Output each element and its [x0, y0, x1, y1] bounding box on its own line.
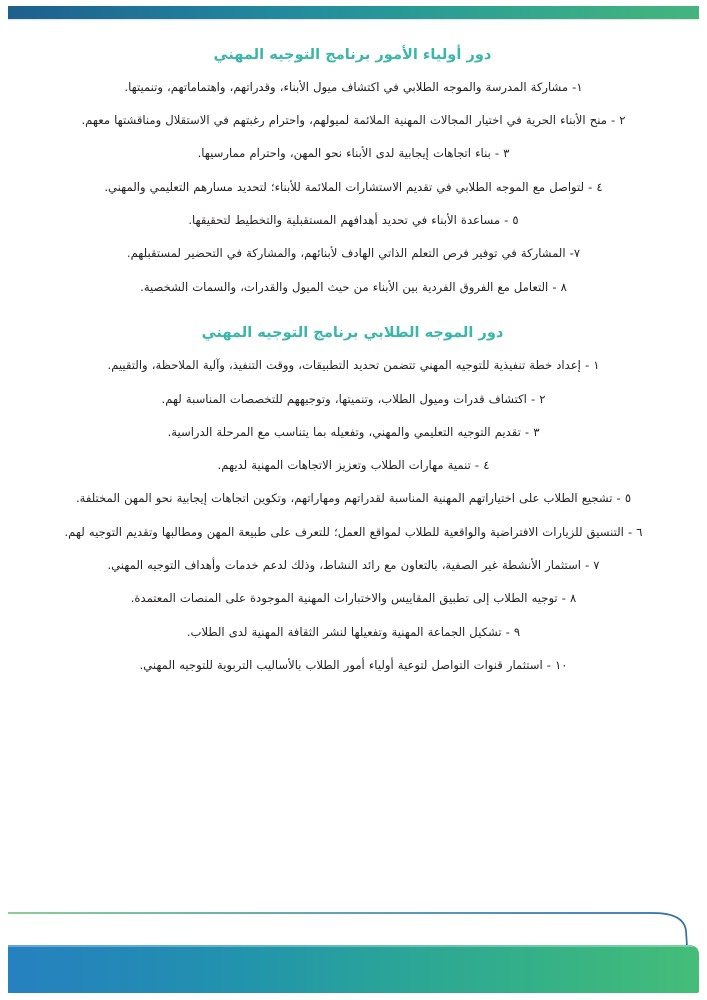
header-bar-shadow — [8, 19, 699, 21]
list-item: ٥ - تشجيع الطلاب على اختياراتهم المهنية المناسبة لقدراتهم ومهاراتهم، وتكوين اتجاهات إيجابية نحو المهن المختلفة. — [75, 491, 632, 506]
list-item: ٦ - التنسيق للزيارات الافتراضية والواقعية للطلاب لمواقع العمل؛ للتعرف على طبيعة المهن ومطالبها وتقديم التوجيه لهم. — [64, 524, 643, 539]
footer-bar-highlight — [8, 945, 699, 947]
section-heading-counselor-role: دور الموجه الطلابي برنامج التوجيه المهني — [201, 324, 504, 342]
list-item: ١٠ - استثمار قنوات التواصل لتوعية أولياء أمور الطلاب بالأساليب التربوية للتوجيه المهني. — [139, 657, 568, 672]
item-list-parents-role — [44, 78, 663, 296]
footer-gradient-bar — [8, 945, 699, 993]
list-item: ٤ - لتواصل مع الموجه الطلابي في تقديم الاستشارات الملائمة للأبناء؛ لتحديد مسارهم التعليمي والمهني. — [104, 179, 603, 194]
list-item: ٤ - تنمية مهارات الطلاب وتعزيز الاتجاهات المهنية لديهم. — [217, 458, 490, 473]
list-item: ٩ - تشكيل الجماعة المهنية وتفعيلها لنشر الثقافة المهنية لدى الطلاب. — [186, 624, 521, 639]
document-content — [44, 44, 663, 675]
item-list-counselor-role — [44, 356, 663, 674]
section-counselor-role — [44, 322, 663, 674]
list-item: ٨ - التعامل مع الفروق الفردية بين الأبناء من حيث الميول والقدرات، والسمات الشخصية. — [140, 279, 567, 294]
footer-curved-line — [8, 906, 699, 950]
list-item: ٨ - توجيه الطلاب إلى تطبيق المقاييس والاختبارات المهنية الموجودة على المنصات المعتمدة. — [130, 591, 577, 606]
list-item: ٧ - استثمار الأنشطة غير الصفية، بالتعاون مع رائد النشاط، وذلك لدعم خدمات وأهداف التوجيه المهني. — [107, 557, 600, 572]
list-item: ١- مشاركة المدرسة والموجه الطلابي في اكتشاف ميول الأبناء، وقدراتهم، واهتماماتهم، وتنميتها. — [124, 79, 583, 94]
list-item: ٢ - اكتشاف قدرات وميول الطلاب، وتنميتها، وتوجيههم للتخصصات المناسبة لهم. — [161, 391, 546, 406]
list-item: ١ - إعداد خطة تنفيذية للتوجيه المهني تتضمن تحديد التطبيقات، ووقت التنفيذ، وآلية الملاحظة، والتقييم. — [107, 358, 600, 373]
list-item: ٣ - بناء اتجاهات إيجابية لدى الأبناء نحو المهن، واحترام ممارسيها. — [197, 146, 510, 161]
footer-curve-svg — [8, 906, 699, 950]
list-item: ٢ - منح الأبناء الحرية في اختيار المجالات المهنية الملائمة لميولهم، واحترام رغبتهم في الاستقلال ومناقشتها معهم. — [81, 113, 626, 128]
section-heading-parents-role: دور أولياء الأمور برنامج التوجيه المهني — [213, 46, 492, 63]
header-gradient-bar — [8, 6, 699, 19]
list-item: ٥ - مساعدة الأبناء في تحديد أهدافهم المستقبلية والتخطيط لتحقيقها. — [188, 213, 519, 228]
section-parents-role — [44, 44, 663, 296]
list-item: ٣ - تقديم التوجيه التعليمي والمهني، وتفعيله بما يتناسب مع المرحلة الدراسية. — [167, 424, 540, 439]
list-item: ٧- المشاركة في توفير فرص التعلم الذاتي الهادف لأبنائهم، والمشاركة في التحضير لمستقبلهم. — [126, 246, 581, 261]
